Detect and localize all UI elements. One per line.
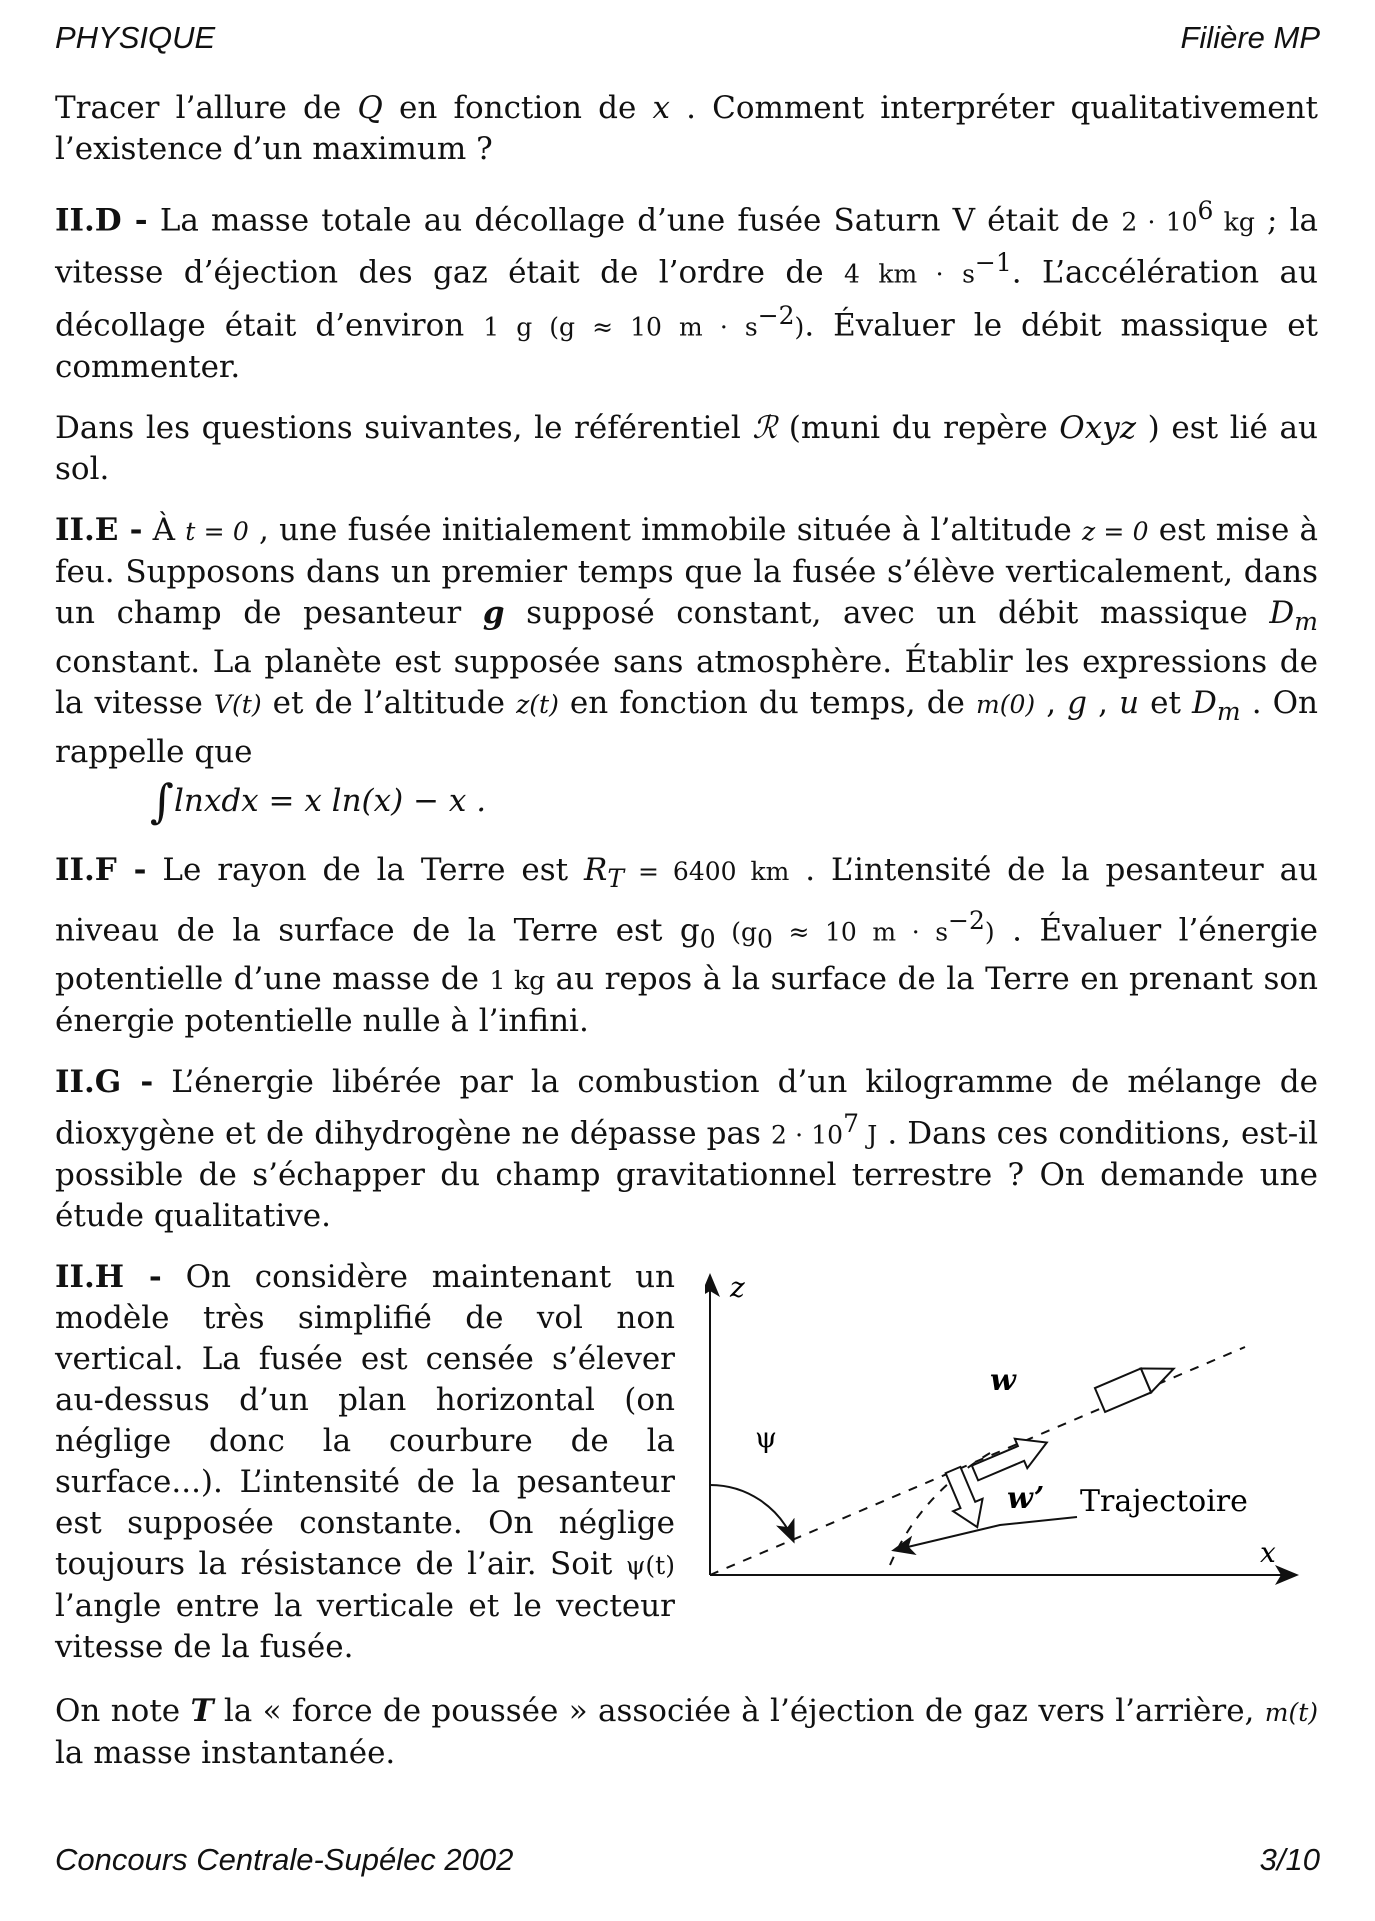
footer-page-number: 3/10: [1259, 1842, 1320, 1877]
question-IIF: II.F - Le rayon de la Terre est $R_T = 6400$ km . L’intensité de la pesanteur au niveau de la surface de la Terre est $g_0$ ($g_0 \approx 10$ $m \cdot s^{-2}$) . Évaluer l’énergie potentielle d’une masse de 1 kg au repos à la surface de la Terre en prenant son énergie potentielle nulle à l’infini.: [55, 852, 1319, 1040]
page-content: [55, 88, 1318, 1794]
final-paragraph: On note T la « force de poussée » associée à l’éjection de gaz vers l’arrière, m(t) la masse instantanée.: [55, 1693, 1318, 1772]
x-axis-label: x: [1260, 1536, 1276, 1570]
psi-label: ψ: [755, 1421, 777, 1455]
trajectory-diagram: [705, 1265, 1305, 1605]
integral-formula: ∫lnxdx = x ln(x) − x .: [150, 774, 487, 829]
question-label: II.E -: [55, 511, 143, 548]
header-subject: PHYSIQUE: [55, 20, 216, 55]
z-axis-label: z: [730, 1271, 745, 1305]
w-label: w: [990, 1363, 1016, 1399]
trajectory-pointer-arrow: [895, 1517, 1077, 1550]
question-label: II.H -: [55, 1259, 162, 1296]
question-IID: II.D - La masse totale au décollage d’une fusée Saturn V était de $2 \cdot 10^6$ kg ; la vitesse d’éjection des gaz était de l’ordre de 4 km · $s^{-1}$. L’accélération au décollage était d’environ 1 g (g ≈ 10 $m \cdot s^{-2}$). Évaluer le débit massique et commenter.: [55, 196, 1318, 385]
referential-paragraph: Dans les questions suivantes, le référentiel ℛ (muni du repère Oxyz ) est lié au sol.: [55, 409, 1318, 487]
question-label: II.F -: [55, 852, 147, 889]
question-label: II.D -: [55, 202, 148, 239]
rocket-icon: [1095, 1357, 1179, 1412]
velocity-direction-line: [710, 1347, 1245, 1575]
psi-angle-arc: [710, 1485, 793, 1540]
question-IIH: II.H - On considère maintenant un modèle très simplifié de vol non vertical. La fusée est censée s’élever au-dessus d’un plan horizontal (on néglige donc la courbure de la surface...). L’intensité de la pesanteur est supposée constante. On néglige toujours la résistance de l’air. Soit ψ(t) l’angle entre la verticale et le vecteur vitesse de la fusée.: [55, 1259, 675, 1666]
intro-paragraph: Tracer l’allure de Q en fonction de x . Comment interpréter qualitativement l’existence d’un maximum ?: [55, 90, 1318, 167]
question-label: II.G -: [55, 1064, 154, 1101]
question-IIH-section: [55, 1257, 1318, 1677]
trajectory-label: Trajectoire: [1080, 1484, 1248, 1520]
w-vector-arrow: [969, 1428, 1053, 1488]
question-IIE: II.E - À t = 0 , une fusée initialement immobile située à l’altitude z = 0 est mise à feu. Supposons dans un premier temps que la fusée s’élève verticalement, dans un champ de pesanteur g supposé constant, avec un débit massique $D_m$ constant. La planète est supposée sans atmosphère. Établir les expressions de la vitesse V(t) et de l’altitude z(t) en fonction du temps, de m(0) , g , u et $D_m$ . On rappelle que: [55, 511, 1319, 771]
question-IIG: II.G - L’énergie libérée par la combustion d’un kilogramme de mélange de dioxygène et de dihydrogène ne dépasse pas $2 \cdot 10^7$ J . Dans ces conditions, est-il possible de s’échapper du champ gravitationnel terrestre ? On demande une étude qualitative.: [55, 1064, 1318, 1235]
footer-exam: Concours Centrale-Supélec 2002: [55, 1842, 514, 1877]
w-prime-label: w’: [1007, 1481, 1045, 1517]
header-track: Filière MP: [1180, 20, 1320, 55]
